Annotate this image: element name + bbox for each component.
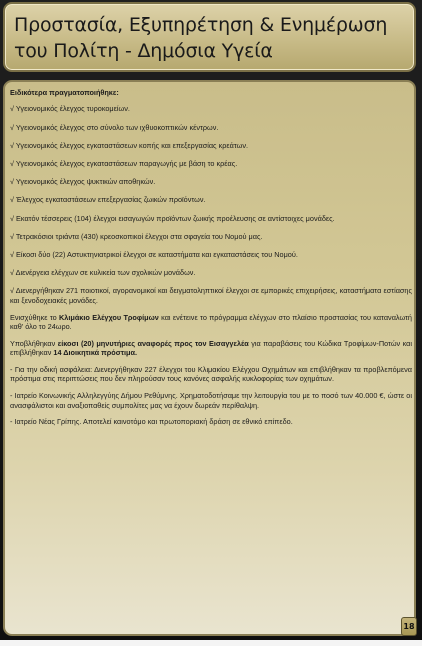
page-title (14, 12, 409, 64)
content-panel (3, 80, 416, 636)
list-item: √ Είκοσι δύο (22) Αστυκτηνιατρικοί έλεγχοι σε καταστήματα και εγκαταστάσεις του Νομού. (10, 250, 298, 260)
text-run: Υποβλήθηκαν (10, 338, 58, 348)
list-item: √ Υγειονομικός έλεγχος εγκαταστάσεων παραγωγής με βάση το κρέας. (10, 159, 238, 169)
list-item: √ Υγειονομικός έλεγχος στο σύνολο των ιχθυοκοπτικών κέντρων. (10, 122, 219, 132)
title-line-2: του Πολίτη - Δημόσια Υγεία (14, 40, 273, 62)
text-run: και ενέτεινε το πρόγραμμα ελέγχων στο πλαίσιο προστασίας του καταναλωτή καθ' όλο το 24ωρο. (10, 312, 412, 332)
text-run-bold: είκοσι (20) μηνυτήριες αναφορές προς τον Εισαγγελέα (57, 338, 249, 348)
text-run-bold: 14 Διοικητικά πρόστιμα. (53, 348, 137, 358)
paragraph-social-clinic: - Ιατρείο Κοινωνικής Αλληλεγγύης Δήμου Ρεθύμνης. Χρηματοδοτήσαμε την λειτουργία του με το ποσό των 40.000 €, ώστε οι ανασφάλιστοι και αναξιοπαθείς συμπολίτες μας να έχουν δωρεάν περίθαλψη. (10, 391, 412, 410)
list-item: √ Διενέργεια ελέγχων σε κυλικεία των σχολικών μονάδων. (10, 268, 196, 278)
bottom-bar (0, 640, 422, 646)
list-item: √ Τετρακόσιοι τριάντα (430) κρεοσκοπικοί έλεγχοι στα σφαγεία του Νομού μας. (10, 231, 263, 241)
list-item: √ Εκατόν τέσσερεις (104) έλεγχοι εισαγωγών προϊόντων ζωικής προέλευσης σε αντίστοιχες μονάδες. (10, 213, 335, 223)
section-heading: Ειδικότερα πραγματοποιήθηκε: (10, 88, 119, 97)
list-item: √ Υγειονομικός έλεγχος τυροκομείων. (10, 104, 130, 114)
paragraph-food-control (10, 313, 412, 332)
list-item: √ Έλεγχος εγκαταστάσεων επεξεργασίας ζωικών προϊόντων. (10, 195, 206, 205)
text-run-bold: Κλιμάκιο Ελέγχου Τροφίμων (59, 312, 159, 322)
paragraph-flu-clinic: - Ιατρείο Νέας Γρίπης. Αποτελεί καινοτόμο και πρωτοποριακή δράση σε εθνικό επίπεδο. (10, 417, 293, 427)
list-item: √ Υγειονομικός έλεγχος ψυκτικών αποθηκών. (10, 177, 156, 187)
paragraph-road-safety: - Για την οδική ασφάλεια: Διενεργήθηκαν 227 έλεγχοι του Κλιμακίου Ελέγχου Οχημάτων και επιβλήθηκαν τα προβλεπόμενα πρόστιμα στις περιπτώσεις που δεν πληρούσαν τους κανόνες ασφαλής κυκλοφορίας των οχημάτων. (10, 365, 412, 384)
text-run: Ενισχύθηκε το (10, 312, 59, 322)
title-banner (3, 2, 416, 72)
list-item: √ Διενεργήθηκαν 271 ποιοτικοί, αγορανομικοί και δειγματοληπτικοί έλεγχοι σε εμπορικές επιχειρήσεις, καταστήματα εστίασης και ξενοδοχειακές μονάδες. (10, 286, 412, 305)
paragraph-reports (10, 339, 412, 358)
list-item: √ Υγειονομικός έλεγχος εγκαταστάσεων κοπής και επεξεργασίας κρεάτων. (10, 140, 249, 150)
page-number: 18 (401, 617, 417, 636)
content-body (10, 88, 412, 436)
text-run: για παραβάσεις του Κώδικα Τροφίμων-Ποτών και επιβλήθηκαν (10, 338, 412, 358)
title-line-1: Προστασία, Εξυπηρέτηση & Ενημέρωση (14, 14, 388, 36)
